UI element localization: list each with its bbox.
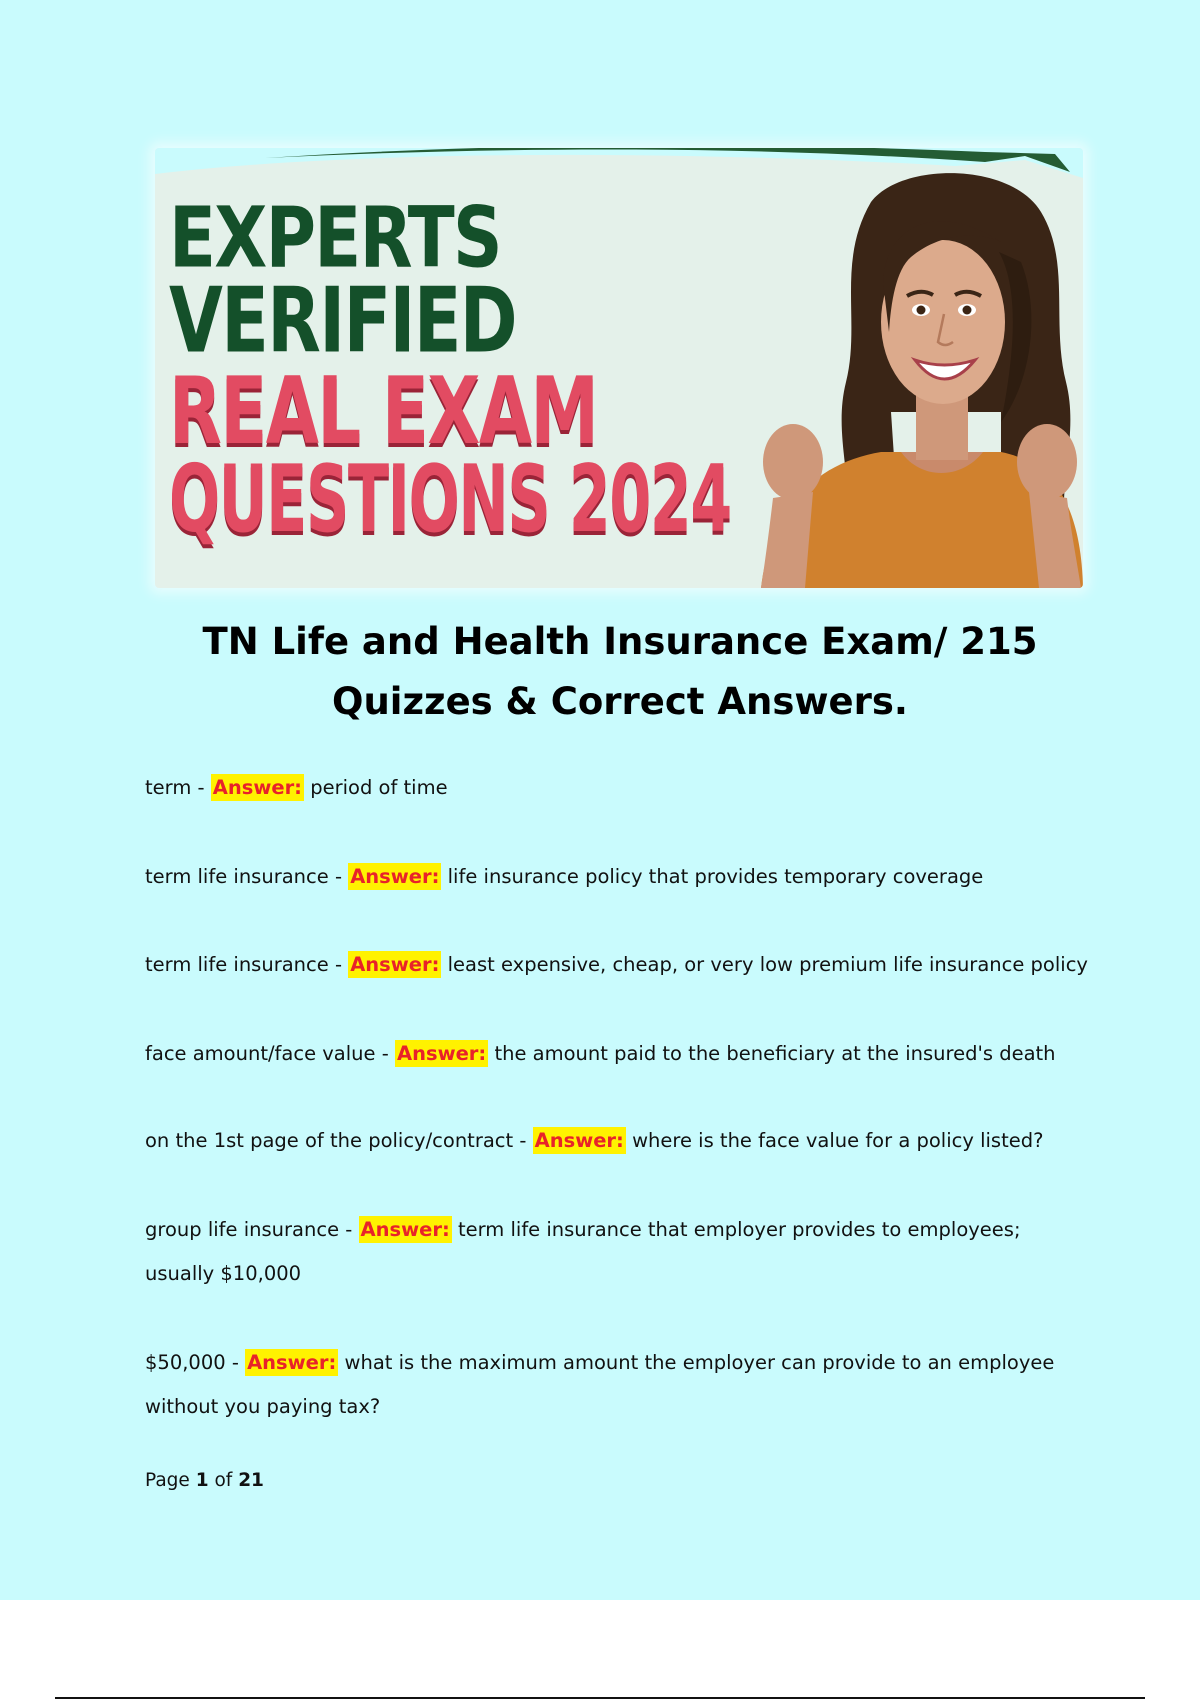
qa-answer: period of time	[310, 776, 448, 799]
smiling-woman-photo	[751, 162, 1083, 588]
qa-answer: term life insurance that employer provides to employees; usually $10,000	[145, 1218, 1021, 1285]
qa-term: group life insurance	[145, 1218, 340, 1241]
answer-label: Answer:	[350, 865, 440, 888]
qa-item-2: term life insurance - Answer: life insurance policy that provides temporary coverage	[145, 865, 984, 888]
qa-term: term	[145, 776, 192, 799]
qa-item-1: term - Answer: period of time	[145, 776, 448, 799]
qa-term: on the 1st page of the policy/contract	[145, 1129, 514, 1152]
exam-banner-image	[155, 148, 1083, 588]
qa-answer: the amount paid to the beneficiary at the insured's death	[494, 1042, 1056, 1065]
qa-answer: least expensive, cheap, or very low premium life insurance policy	[447, 953, 1088, 976]
page-title: TN Life and Health Insurance Exam/ 215 Quizzes & Correct Answers.	[202, 620, 1038, 723]
answer-label: Answer:	[350, 953, 440, 976]
qa-answer: where is the face value for a policy listed?	[632, 1129, 1044, 1152]
qa-term: face amount/face value	[145, 1042, 376, 1065]
qa-item-7: $50,000 - Answer: what is the maximum amount the employer can provide to an employee without you paying tax?	[145, 1351, 1055, 1418]
qa-item-5: on the 1st page of the policy/contract - Answer: where is the face value for a policy listed?	[145, 1129, 1044, 1152]
answer-label: Answer:	[396, 1042, 487, 1065]
qa-answer: life insurance policy that provides temporary coverage	[447, 865, 984, 888]
answer-label: Answer:	[360, 1218, 450, 1241]
qa-answer: what is the maximum amount the employer can provide to an employee without you paying tax?	[145, 1351, 1055, 1418]
answer-label: Answer:	[212, 776, 302, 799]
page-break-rule	[55, 1697, 1145, 1699]
answer-label: Answer:	[534, 1129, 624, 1152]
qa-term: term life insurance	[145, 953, 329, 976]
footer-current-page: 1	[195, 1470, 209, 1491]
qa-term: term life insurance	[145, 865, 329, 888]
banner-line-real-exam: REAL EXAM	[169, 357, 598, 466]
qa-item-3: term life insurance - Answer: least expensive, cheap, or very low premium life insurance policy	[145, 953, 1088, 976]
footer-page-word: Page	[145, 1470, 190, 1491]
banner-line-experts: EXPERTS	[169, 188, 501, 287]
banner-line-questions-2024: QUESTIONS 2024	[169, 445, 731, 554]
banner-line-verified: VERIFIED	[169, 268, 517, 374]
footer-of-word: of	[214, 1470, 233, 1491]
answer-label: Answer:	[247, 1351, 337, 1374]
qa-term: $50,000	[145, 1351, 226, 1374]
qa-item-6: group life insurance - Answer: term life insurance that employer provides to employees; usually $10,000	[145, 1218, 1021, 1285]
footer-total-pages: 21	[238, 1470, 264, 1491]
qa-item-4: face amount/face value - Answer: the amount paid to the beneficiary at the insured's death	[145, 1042, 1056, 1065]
page-number-footer	[145, 1470, 264, 1491]
